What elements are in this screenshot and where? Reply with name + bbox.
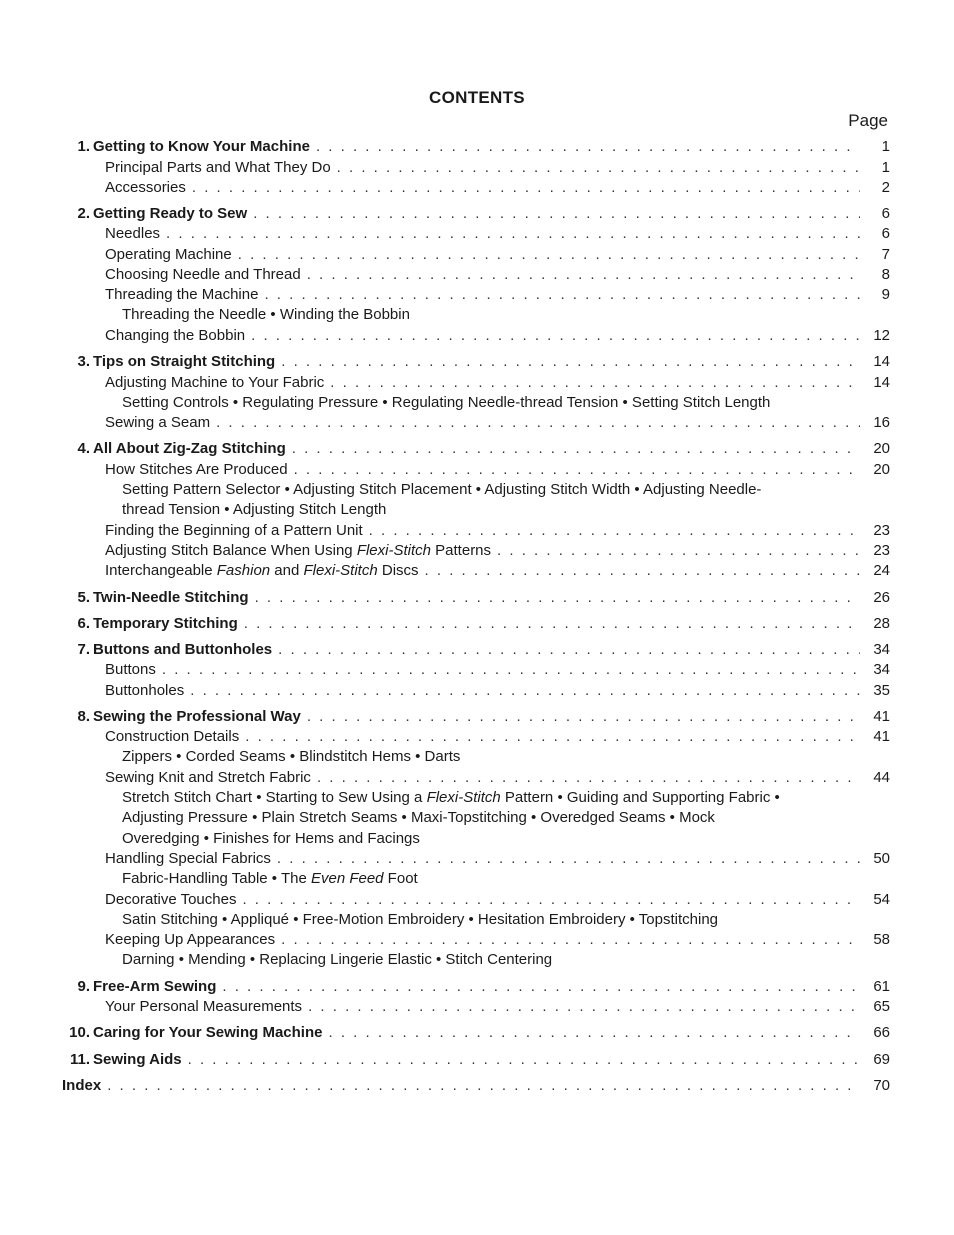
topic-text: Fabric-Handling Table • The xyxy=(122,870,311,888)
toc-chapter-entry[interactable] xyxy=(60,977,890,997)
leader-dots xyxy=(192,178,860,198)
section-title: How Stitches Are Produced xyxy=(105,460,288,478)
topic-list: Setting Pattern Selector • Adjusting Stitch Placement • Adjusting Stitch Width • Adjusting Needle-thread Tension • Adjusting Stitch Length xyxy=(122,480,762,519)
page-number: 54 xyxy=(873,890,890,908)
page-number: 69 xyxy=(873,1050,890,1068)
topic-text: Pattern • Guiding and Supporting Fabric • Adjusting Pressure • Plain Stretch Seams • Maxi-Topstitching • Overedged Seams • Mock Overedging • Finishes for Hems and Facings xyxy=(122,788,780,847)
toc-section-entry[interactable] xyxy=(60,265,890,285)
page-number: 8 xyxy=(881,266,890,284)
toc-chapter-entry[interactable] xyxy=(60,439,890,459)
toc-section-entry[interactable] xyxy=(60,178,890,198)
topic-list: Zippers • Corded Seams • Blindstitch Hems • Darts xyxy=(122,748,461,766)
section-title: Your Personal Measurements xyxy=(105,998,303,1016)
section-title: Needles xyxy=(105,225,161,243)
leader-dots xyxy=(317,768,860,788)
section-title xyxy=(105,561,419,581)
section-title: Operating Machine xyxy=(105,245,232,263)
leader-dots xyxy=(308,997,860,1017)
leader-dots xyxy=(294,460,860,480)
page-number: 2 xyxy=(881,178,890,196)
page-number: 24 xyxy=(873,562,890,580)
toc-section-entry[interactable] xyxy=(60,680,890,700)
section-title-part: Interchangeable xyxy=(105,562,217,580)
toc-chapter-entry[interactable] xyxy=(60,707,890,727)
section-title: Construction Details xyxy=(105,728,240,746)
toc-section-entry[interactable] xyxy=(60,413,890,433)
toc-section-entry[interactable] xyxy=(60,285,890,305)
chapter-number: 5. xyxy=(77,588,90,606)
chapter-number: 3. xyxy=(77,353,90,371)
topic-text-italic: Even Feed xyxy=(310,870,384,888)
leader-dots xyxy=(255,588,860,608)
page-number: 26 xyxy=(873,588,890,606)
leader-dots xyxy=(107,1076,860,1096)
toc-section-entry[interactable] xyxy=(60,326,890,346)
toc-section-entry[interactable] xyxy=(60,157,890,177)
section-title: Choosing Needle and Thread xyxy=(105,266,301,284)
leader-dots xyxy=(162,660,860,680)
topic-list: Threading the Needle • Winding the Bobbin xyxy=(122,306,410,324)
section-title: Buttons xyxy=(105,661,156,679)
chapter-number: 4. xyxy=(77,440,90,458)
chapter-title: Buttons and Buttonholes xyxy=(93,641,273,659)
toc-section-entry[interactable] xyxy=(60,541,890,561)
section-title-italic: Fashion xyxy=(216,562,271,580)
section-title-italic: Flexi-Stitch xyxy=(356,541,431,559)
chapter-title: Sewing Aids xyxy=(93,1050,182,1068)
page-number: 1 xyxy=(881,138,890,156)
chapter-title: Index xyxy=(62,1077,102,1095)
page-number: 1 xyxy=(881,158,890,176)
section-title: Buttonholes xyxy=(105,681,185,699)
chapter-number: 2. xyxy=(77,205,90,223)
leader-dots xyxy=(281,352,860,372)
topic-text-italic: Flexi-Stitch xyxy=(426,788,501,806)
toc-chapter-entry[interactable] xyxy=(60,352,890,372)
section-title: Sewing a Seam xyxy=(105,414,211,432)
leader-dots xyxy=(316,137,860,157)
leader-dots xyxy=(242,890,860,910)
section-title: Decorative Touches xyxy=(105,890,237,908)
chapter-number: 7. xyxy=(77,641,90,659)
leader-dots xyxy=(328,1023,860,1043)
page-number: 16 xyxy=(873,414,890,432)
page-number: 6 xyxy=(881,225,890,243)
toc-section-entry[interactable] xyxy=(60,561,890,581)
topic-list: Satin Stitching • Appliqué • Free-Motion Embroidery • Hesitation Embroidery • Topstitching xyxy=(122,910,719,928)
topic-list xyxy=(60,788,890,849)
topic-text: Stretch Stitch Chart • Starting to Sew Using a xyxy=(122,788,427,806)
leader-dots xyxy=(244,614,860,634)
toc-section-entry[interactable] xyxy=(60,372,890,392)
page-number: 23 xyxy=(873,541,890,559)
leader-dots xyxy=(190,681,860,701)
page-number: 23 xyxy=(873,521,890,539)
page-number: 14 xyxy=(873,373,890,391)
leader-dots xyxy=(216,413,860,433)
page-number: 44 xyxy=(873,768,890,786)
leader-dots xyxy=(251,326,860,346)
toc-section-entry[interactable] xyxy=(60,889,890,909)
chapter-title: Getting to Know Your Machine xyxy=(93,138,310,156)
section-title: Handling Special Fabrics xyxy=(105,850,271,868)
page-number: 34 xyxy=(873,641,890,659)
leader-dots xyxy=(188,1050,860,1070)
page-number: 28 xyxy=(873,614,890,632)
leader-dots xyxy=(277,849,860,869)
page-column-header: Page xyxy=(848,111,888,130)
chapter-title: Twin-Needle Stitching xyxy=(93,588,249,606)
chapter-number: 6. xyxy=(77,614,90,632)
toc-section-entry[interactable] xyxy=(60,727,890,747)
leader-dots xyxy=(307,707,860,727)
section-title-part: Discs xyxy=(377,562,419,580)
toc-section-entry[interactable] xyxy=(60,244,890,264)
section-title-italic: Flexi-Stitch xyxy=(303,562,378,580)
page-number: 34 xyxy=(873,661,890,679)
leader-dots xyxy=(369,521,860,541)
page-number: 65 xyxy=(873,998,890,1016)
chapter-title: Sewing the Professional Way xyxy=(93,708,301,726)
page-number: 35 xyxy=(873,681,890,699)
leader-dots xyxy=(330,373,860,393)
table-of-contents xyxy=(60,137,890,1096)
chapter-title: All About Zig-Zag Stitching xyxy=(93,440,286,458)
page-number: 7 xyxy=(881,245,890,263)
page-number: 41 xyxy=(873,708,890,726)
page-number: 61 xyxy=(873,977,890,995)
toc-chapter-entry[interactable] xyxy=(60,587,890,607)
toc-section-entry[interactable] xyxy=(60,768,890,788)
page-number: 12 xyxy=(873,326,890,344)
leader-dots xyxy=(425,561,860,581)
section-title-part: Patterns xyxy=(431,541,492,559)
toc-section-entry[interactable] xyxy=(60,849,890,869)
topic-list xyxy=(60,869,890,889)
chapter-title: Free-Arm Sewing xyxy=(93,977,217,995)
chapter-number: 1. xyxy=(77,138,90,156)
page-title: CONTENTS xyxy=(429,88,525,107)
chapter-title: Getting Ready to Sew xyxy=(93,205,248,223)
chapter-number: 8. xyxy=(77,708,90,726)
leader-dots xyxy=(497,541,860,561)
section-title-part: and xyxy=(270,562,304,580)
toc-section-entry[interactable] xyxy=(60,930,890,950)
toc-chapter-entry[interactable] xyxy=(60,1049,890,1069)
chapter-number: 9. xyxy=(77,977,90,995)
chapter-title: Tips on Straight Stitching xyxy=(93,353,276,371)
toc-chapter-entry[interactable] xyxy=(60,640,890,660)
page-number: 70 xyxy=(873,1077,890,1095)
page-number: 6 xyxy=(881,205,890,223)
page-number: 9 xyxy=(881,286,890,304)
toc-section-entry[interactable] xyxy=(60,224,890,244)
chapter-number: 11. xyxy=(69,1050,90,1068)
toc-chapter-entry[interactable] xyxy=(60,614,890,634)
leader-dots xyxy=(253,204,860,224)
leader-dots xyxy=(307,265,860,285)
page-number: 58 xyxy=(873,931,890,949)
leader-dots xyxy=(245,727,860,747)
leader-dots xyxy=(264,285,860,305)
toc-chapter-entry[interactable] xyxy=(60,204,890,224)
section-title: Principal Parts and What They Do xyxy=(105,158,331,176)
page-number: 50 xyxy=(873,850,890,868)
page-number: 20 xyxy=(873,440,890,458)
section-title xyxy=(105,541,491,561)
toc-chapter-entry[interactable] xyxy=(60,137,890,157)
leader-dots xyxy=(337,158,860,178)
page-number: 14 xyxy=(873,353,890,371)
leader-dots xyxy=(292,439,860,459)
topic-list: Darning • Mending • Replacing Lingerie Elastic • Stitch Centering xyxy=(122,951,553,969)
section-title: Adjusting Machine to Your Fabric xyxy=(105,373,325,391)
toc-section-entry[interactable] xyxy=(60,459,890,479)
section-title: Keeping Up Appearances xyxy=(105,931,276,949)
leader-dots xyxy=(166,224,860,244)
chapter-number: 10. xyxy=(69,1024,90,1042)
chapter-title: Temporary Stitching xyxy=(93,614,238,632)
toc-section-entry[interactable] xyxy=(60,660,890,680)
leader-dots xyxy=(238,245,860,265)
leader-dots xyxy=(281,930,860,950)
page-number: 41 xyxy=(873,728,890,746)
toc-chapter-entry[interactable] xyxy=(60,1023,890,1043)
toc-section-entry[interactable] xyxy=(60,997,890,1017)
leader-dots xyxy=(278,640,860,660)
topic-text: Foot xyxy=(383,870,418,888)
section-title: Finding the Beginning of a Pattern Unit xyxy=(105,521,363,539)
section-title: Accessories xyxy=(105,178,186,196)
chapter-title: Caring for Your Sewing Machine xyxy=(93,1024,323,1042)
section-title-part: Adjusting Stitch Balance When Using xyxy=(105,541,357,559)
section-title: Changing the Bobbin xyxy=(105,326,246,344)
toc-chapter-entry[interactable] xyxy=(60,1076,890,1096)
section-title: Sewing Knit and Stretch Fabric xyxy=(105,768,311,786)
leader-dots xyxy=(222,977,860,997)
page-number: 20 xyxy=(873,460,890,478)
toc-section-entry[interactable] xyxy=(60,520,890,540)
topic-list: Setting Controls • Regulating Pressure • Regulating Needle-thread Tension • Setting Stitch Length xyxy=(122,393,771,411)
section-title: Threading the Machine xyxy=(105,286,259,304)
page-number: 66 xyxy=(873,1024,890,1042)
